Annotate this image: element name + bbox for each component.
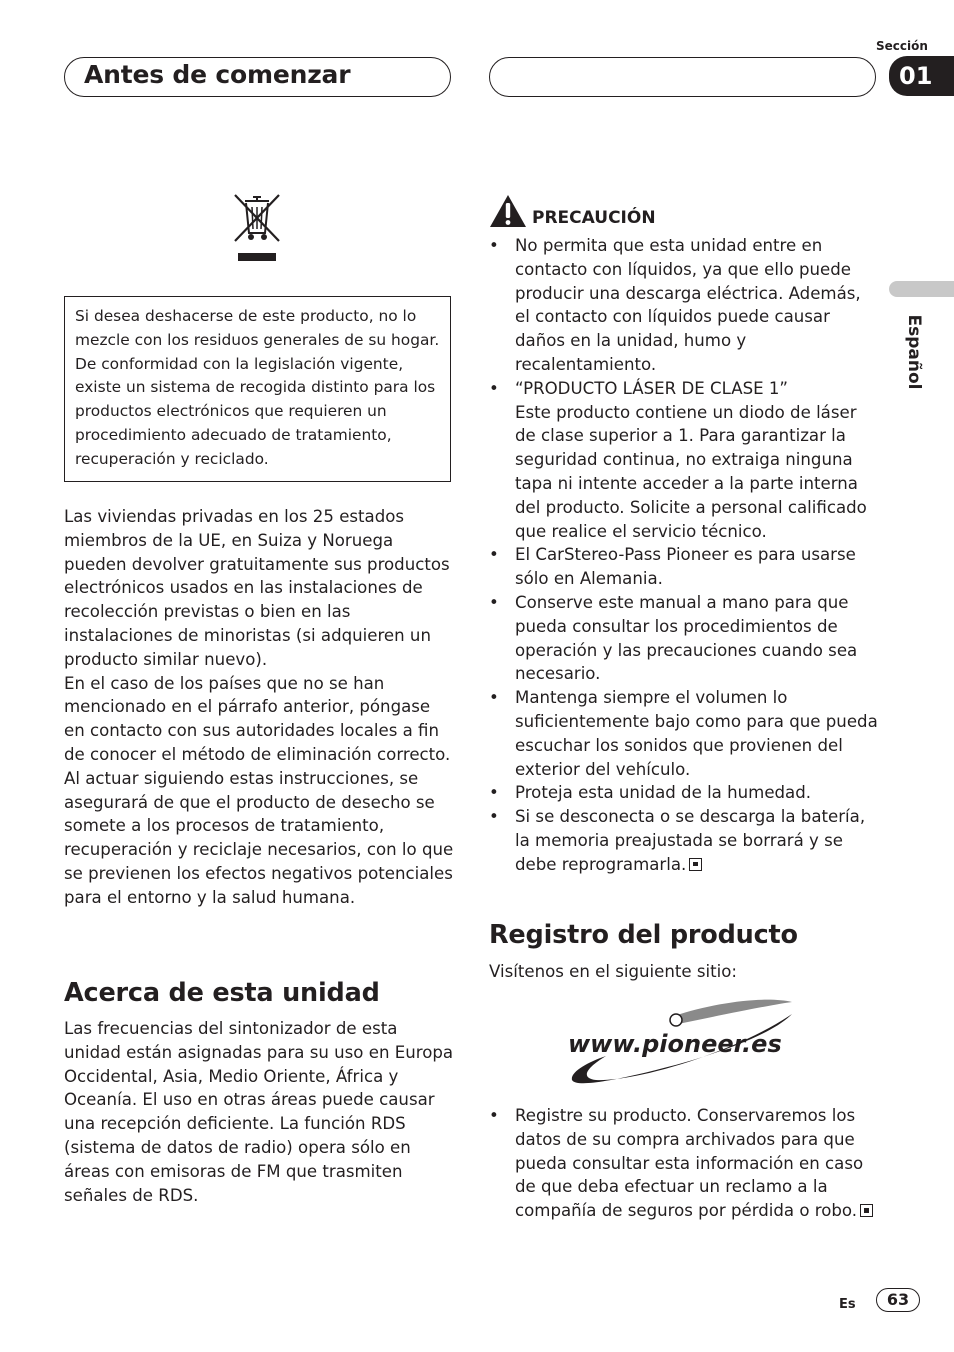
caution-title: PRECAUCIÓN	[532, 208, 656, 228]
list-item: • Si se desconecta o se descarga la batería, la memoria preajustada se borrará y se debe reprogramarla.	[489, 807, 866, 874]
recycling-paragraph-2: En el caso de los países que no se han mencionado en el párrafo anterior, póngase en contacto con sus autoridades locales a fin de conocer el método de eliminación correcto.	[64, 673, 451, 764]
list-item: • Registre su producto. Conservaremos los datos de su compra archivados para que pueda consultar esta información en caso de que deba efectuar un reclamo a la compañía de seguros por pérdida o robo.	[489, 1104, 879, 1223]
language-tab	[889, 281, 954, 297]
list-item: • Mantenga siempre el volumen lo suficientemente bajo como para que pueda escuchar los sonidos que provienen del exterior del vehículo.	[489, 688, 878, 779]
list-item: • El CarStereo-Pass Pioneer es para usarse sólo en Alemania.	[489, 545, 856, 589]
recycling-paragraph	[64, 505, 454, 910]
end-mark-icon	[689, 858, 702, 871]
recycling-paragraph-1: Las viviendas privadas en los 25 estados miembros de la UE, en Suiza y Noruega pueden devolver gratuitamente sus productos electrónicos usados en las instalaciones de recolección previstas o bien en las instalaciones de minoristas (si adquieren un producto similar nuevo).	[64, 507, 450, 669]
pioneer-website-logo	[566, 996, 798, 1092]
section-number: 01	[889, 56, 954, 96]
caution-list	[489, 234, 879, 877]
list-item: • Conserve este manual a mano para que pueda consultar los procedimientos de operación y las precauciones cuando sea necesario.	[489, 592, 858, 684]
list-item: • “PRODUCTO LÁSER DE CLASE 1” Este producto contiene un diodo de láser de clase superior a 1. Para garantizar la seguridad continua, no extraiga ninguna tapa ni intente acceder a la parte interna del producto. Solicite a personal calificado que realice el servicio técnico.	[489, 378, 867, 541]
crossed-out-wheelie-bin-icon	[233, 193, 281, 265]
disposal-notice-box: Si desea deshacerse de este producto, no lo mezcle con los residuos generales de su hogar. De conformidad con la legislación vigente, existe un sistema de recogida distinto para los productos electrónicos que requieren un procedimiento adecuado de tratamiento, recuperación y reciclado.	[64, 296, 451, 482]
language-tab-label: Español	[904, 314, 924, 390]
registry-intro: Visítenos en el siguiente sitio:	[489, 962, 737, 981]
laser-detail: Este producto contiene un diodo de láser de clase superior a 1. Para garantizar la seguridad continua, no extraiga ninguna tapa ni intente acceder a la parte interna del producto. Solicite a personal calificado que realice el servicio técnico.	[515, 402, 867, 541]
end-mark-icon	[860, 1204, 873, 1217]
about-text: Las frecuencias del sintonizador de esta unidad están asignadas para su uso en Europa Occidental, Asia, Medio Oriente, África y Oceanía. El uso en otras áreas puede causar una recepción deficiente. La función RDS (sistema de datos de radio) opera sólo en áreas con emisoras de FM que trasmiten señales de RDS.	[64, 1019, 454, 1205]
about-heading: Acerca de esta unidad	[64, 978, 380, 1008]
website-logo-text: www.pioneer.es	[568, 1030, 782, 1058]
recycling-paragraph-3: Al actuar siguiendo estas instrucciones, se asegurará de que el producto de desecho se somete a los procesos de tratamiento, recuperación y reciclaje necesarios, con lo que se previenen los efectos negativos potenciales para el entorno y la salud humana.	[64, 768, 454, 907]
registry-list	[489, 1104, 879, 1223]
registry-heading: Registro del producto	[489, 920, 798, 950]
list-item: • No permita que esta unidad entre en contacto con líquidos, ya que ello puede producir una descarga eléctrica. Además, el contacto con líquidos puede causar daños en la unidad, humo y recalentamiento.	[489, 236, 861, 374]
footer-language-code: Es	[839, 1297, 856, 1312]
list-item: • Proteja esta unidad de la humedad.	[489, 783, 812, 803]
chapter-title: Antes de comenzar	[84, 60, 351, 89]
warning-triangle-icon	[489, 194, 527, 228]
header-blank-frame	[489, 57, 876, 97]
page-number: 63	[876, 1288, 920, 1312]
section-label: Sección	[876, 39, 928, 53]
